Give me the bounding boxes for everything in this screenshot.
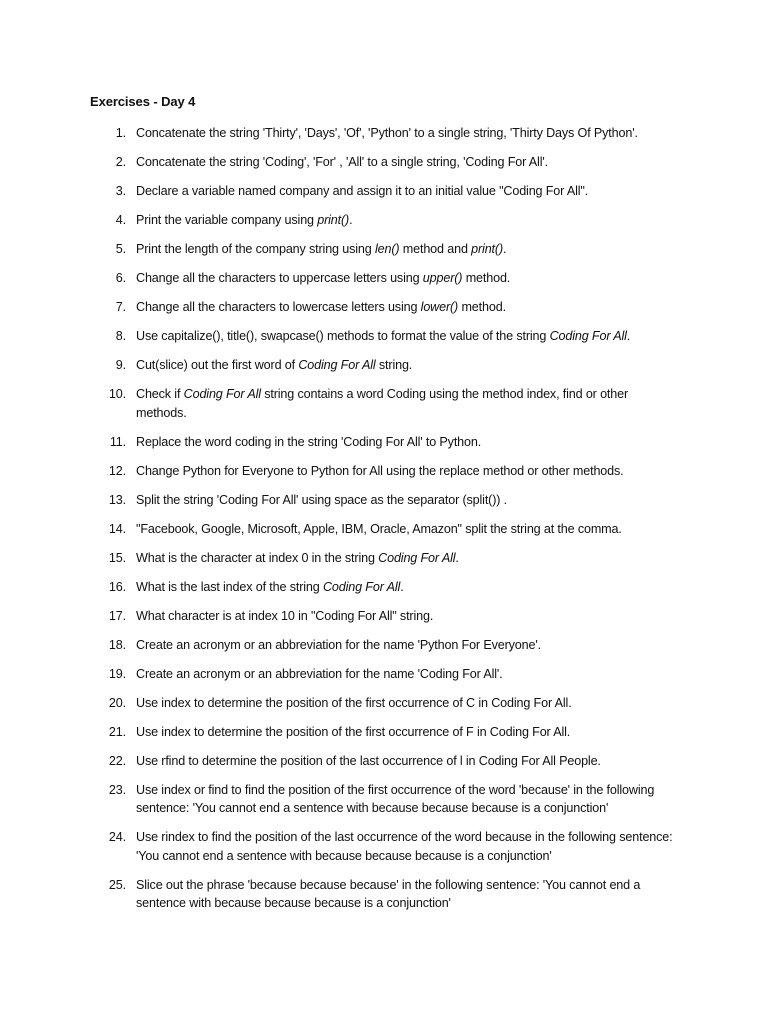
list-item: [0, 385, 681, 422]
text-segment: Concatenate the string 'Thirty', 'Days', 'Of', 'Python' to a single string, 'Thirty Days Of Python'.: [136, 126, 638, 140]
list-item: [0, 462, 681, 481]
item-number: 22 .: [96, 752, 126, 771]
item-text: [136, 300, 506, 314]
item-text: [136, 184, 588, 198]
italic-text: Coding For All: [183, 387, 261, 401]
list-item: [0, 433, 681, 452]
item-number: 18 .: [96, 636, 126, 655]
text-segment: What character is at index 10 in "Coding For All" string.: [136, 608, 434, 623]
item-number: 24 .: [96, 828, 126, 847]
item-text: [136, 126, 638, 140]
italic-text: Coding For All: [378, 550, 456, 565]
list-item: [0, 356, 681, 375]
item-number: 20 .: [96, 694, 126, 713]
item-number: 11 .: [96, 433, 126, 452]
text-segment: Use rindex to find the position of the last occurrence of the word because in the following sentence: 'You cannot end a sentence with because because because is a conjunction': [136, 830, 673, 863]
item-text: [136, 783, 654, 816]
italic-text: upper(): [422, 271, 463, 285]
text-segment: Concatenate the string 'Coding', 'For' , 'All' to a single string, 'Coding For All'.: [136, 155, 548, 169]
item-text: [136, 435, 481, 449]
text-segment: .: [503, 242, 507, 256]
list-item: [0, 781, 681, 818]
text-segment: Slice out the phrase 'because because because' in the following sentence: 'You cannot end a sentence with because because because is a conjunction': [136, 877, 641, 910]
item-text: [136, 522, 622, 536]
item-text: [136, 464, 624, 478]
item-number: 2 .: [96, 153, 126, 172]
item-number: 7 .: [96, 298, 126, 317]
list-item: [0, 298, 681, 317]
list-item: [0, 520, 681, 539]
italic-text: lower(): [420, 300, 459, 314]
text-segment: Print the length of the company string using: [136, 242, 375, 256]
item-text: [136, 155, 548, 169]
item-text: [136, 493, 507, 507]
list-item: [0, 491, 681, 510]
text-segment: method.: [458, 300, 506, 314]
item-number: 23 .: [96, 781, 126, 800]
list-item: [0, 211, 681, 230]
item-text: [136, 878, 640, 911]
text-segment: Use capitalize(), title(), swapcase() methods to format the value of the string: [136, 329, 550, 343]
italic-text: print(): [471, 242, 503, 256]
text-segment: Check if: [136, 387, 184, 401]
text-segment: method and: [399, 242, 472, 256]
text-segment: Change all the characters to lowercase letters using: [136, 300, 421, 314]
list-item: [0, 549, 681, 568]
list-item: [0, 327, 681, 346]
list-item: [0, 694, 681, 713]
item-number: 9 .: [96, 356, 126, 375]
item-text: [136, 667, 502, 681]
text-segment: Change Python for Everyone to Python for All using the replace method or other methods.: [136, 463, 624, 478]
item-text: [136, 329, 630, 343]
item-text: [136, 551, 459, 565]
item-number: 14 .: [96, 520, 126, 539]
text-segment: string contains a word Coding using the method index, find or other methods.: [136, 387, 629, 420]
item-number: 25 .: [96, 876, 126, 895]
text-segment: What is the last index of the string: [136, 579, 323, 594]
item-text: [136, 242, 506, 256]
text-segment: .: [626, 329, 631, 343]
text-segment: Use index or find to find the position of the first occurrence of the word 'because' in the following sentence: 'You cannot end a sentence with because because because is a conjunction': [136, 782, 655, 815]
list-item: [0, 876, 681, 913]
item-text: [136, 213, 352, 227]
item-number: 8 .: [96, 327, 126, 346]
item-number: 12 .: [96, 462, 126, 481]
list-item: [0, 752, 681, 771]
text-segment: .: [455, 550, 459, 565]
item-number: 19 .: [96, 665, 126, 684]
text-segment: Create an acronym or an abbreviation for the name 'Coding For All'.: [136, 666, 503, 681]
list-item: [0, 182, 681, 201]
italic-text: print(): [317, 213, 350, 227]
list-item: [0, 269, 681, 288]
text-segment: "Facebook, Google, Microsoft, Apple, IBM, Oracle, Amazon" split the string at the comma.: [136, 521, 622, 536]
list-item: [0, 665, 681, 684]
item-text: [136, 358, 412, 372]
item-text: [136, 754, 601, 768]
exercise-list: [0, 124, 768, 923]
text-segment: method.: [462, 271, 511, 285]
list-item: [0, 607, 681, 626]
italic-text: Coding For All: [322, 579, 401, 594]
text-segment: Use index to determine the position of the first occurrence of C in Coding For All.: [136, 695, 572, 710]
item-number: 5 .: [96, 240, 126, 259]
list-item: [0, 723, 681, 742]
page-title: Exercises - Day 4: [90, 94, 196, 109]
item-number: 6 .: [96, 269, 126, 288]
text-segment: Split the string 'Coding For All' using space as the separator (split()) .: [136, 492, 507, 507]
text-segment: Create an acronym or an abbreviation for the name 'Python For Everyone'.: [136, 637, 541, 652]
text-segment: Declare a variable named company and assign it to an initial value "Coding For All".: [136, 184, 589, 198]
item-number: 17 .: [96, 607, 126, 626]
text-segment: Cut(slice) out the first word of: [136, 358, 299, 372]
item-text: [136, 387, 628, 420]
list-item: [0, 153, 681, 172]
item-text: [136, 638, 541, 652]
italic-text: Coding For All: [298, 358, 376, 372]
item-number: 16 .: [96, 578, 126, 597]
italic-text: Coding For All: [549, 329, 627, 343]
item-number: 13 .: [96, 491, 126, 510]
list-item: [0, 578, 681, 597]
text-segment: .: [400, 579, 404, 594]
list-item: [0, 124, 681, 143]
italic-text: len(): [374, 242, 400, 256]
item-text: [136, 580, 404, 594]
text-segment: string.: [375, 358, 413, 372]
item-text: [136, 271, 510, 285]
item-number: 15 .: [96, 549, 126, 568]
text-segment: Use index to determine the position of the first occurrence of F in Coding For All.: [136, 724, 571, 739]
item-text: [136, 696, 572, 710]
list-item: [0, 240, 681, 259]
item-number: 4 .: [96, 211, 126, 230]
item-number: 1 .: [96, 124, 126, 143]
item-text: [136, 609, 433, 623]
item-text: [136, 725, 570, 739]
text-segment: Replace the word coding in the string 'Coding For All' to Python.: [136, 434, 482, 449]
text-segment: What is the character at index 0 in the string: [136, 550, 379, 565]
item-number: 3 .: [96, 182, 126, 201]
text-segment: Use rfind to determine the position of the last occurrence of l in Coding For All People.: [136, 753, 601, 768]
text-segment: Print the variable company using: [136, 213, 318, 227]
text-segment: Change all the characters to uppercase letters using: [136, 271, 423, 285]
list-item: [0, 828, 681, 865]
list-item: [0, 636, 681, 655]
text-segment: .: [349, 213, 353, 227]
item-text: [136, 830, 673, 863]
item-number: 10 .: [96, 385, 126, 404]
item-number: 21 .: [96, 723, 126, 742]
